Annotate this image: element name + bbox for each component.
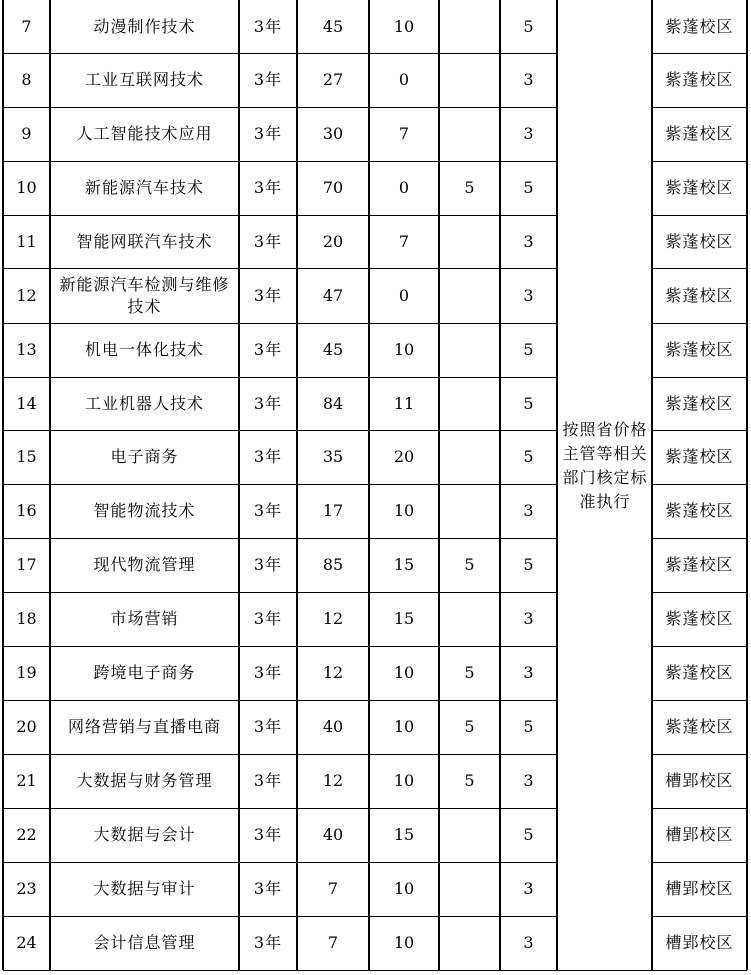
grid-vline <box>296 0 298 970</box>
col-6-value: 5 <box>464 555 475 574</box>
duration: 3年 <box>253 879 283 898</box>
col-7-value: 3 <box>523 609 534 628</box>
campus-name: 紫蓬校区 <box>665 501 734 520</box>
col-7-value: 5 <box>523 340 534 359</box>
col-4-value: 7 <box>327 879 339 898</box>
col-7-value: 3 <box>523 124 534 143</box>
campus-name: 槽郢校区 <box>665 825 734 844</box>
col-5-value: 15 <box>393 825 415 844</box>
duration: 3年 <box>253 124 283 143</box>
campus-name: 槽郢校区 <box>665 771 734 790</box>
campus-name: 紫蓬校区 <box>665 16 734 36</box>
col-4-value: 40 <box>322 825 344 844</box>
col-4-value: 12 <box>322 771 344 790</box>
col-6-value <box>441 323 498 377</box>
row-number: 10 <box>16 178 37 197</box>
col-5-value: 11 <box>393 393 415 413</box>
grid-vline <box>651 0 653 970</box>
col-5-value: 10 <box>393 771 415 790</box>
duration: 3年 <box>253 285 283 305</box>
major-name: 智能物流技术 <box>93 501 196 520</box>
campus-name: 槽郢校区 <box>665 879 734 898</box>
col-7-value: 5 <box>523 178 534 197</box>
row-number: 20 <box>16 717 37 736</box>
row-number: 15 <box>16 447 37 466</box>
col-4-value: 47 <box>322 285 344 305</box>
col-4-value: 30 <box>322 124 344 143</box>
duration: 3年 <box>253 609 283 628</box>
col-5-value: 0 <box>398 178 410 197</box>
grid-vline <box>368 0 370 970</box>
merged-note-cell: 按照省价格主管等相关部门核定标准执行 <box>562 420 648 511</box>
row-number: 21 <box>16 771 37 790</box>
col-7-value: 5 <box>523 825 534 844</box>
grid-vline <box>49 0 51 970</box>
col-5-value: 10 <box>393 16 415 36</box>
major-name: 大数据与审计 <box>93 879 196 898</box>
major-name: 网络营销与直播电商 <box>67 717 221 736</box>
col-6-value <box>441 862 498 916</box>
col-5-value: 10 <box>393 501 415 520</box>
col-7-value: 3 <box>523 663 534 682</box>
major-name: 新能源汽车检测与维修技术 <box>59 274 230 316</box>
row-number: 19 <box>16 663 37 682</box>
campus-name: 紫蓬校区 <box>665 393 734 413</box>
major-name: 智能网联汽车技术 <box>76 231 213 251</box>
major-name: 动漫制作技术 <box>93 16 196 36</box>
col-7-value: 3 <box>523 231 534 251</box>
duration: 3年 <box>253 717 283 736</box>
duration: 3年 <box>253 771 283 790</box>
col-7-value: 3 <box>523 879 534 898</box>
campus-name: 紫蓬校区 <box>665 231 734 251</box>
duration: 3年 <box>253 16 283 36</box>
col-5-value: 10 <box>393 663 415 682</box>
campus-name: 紫蓬校区 <box>665 717 734 736</box>
col-6-value <box>441 0 498 53</box>
campus-name: 紫蓬校区 <box>665 285 734 305</box>
col-4-value: 84 <box>322 393 344 413</box>
col-4-value: 85 <box>322 555 344 574</box>
duration: 3年 <box>253 663 283 682</box>
col-5-value: 7 <box>398 124 410 143</box>
major-name: 工业互联网技术 <box>84 70 204 89</box>
row-number: 18 <box>16 609 37 628</box>
col-4-value: 35 <box>322 447 344 466</box>
col-6-value <box>441 430 498 484</box>
row-number: 16 <box>16 501 37 520</box>
col-6-value: 5 <box>464 663 475 682</box>
col-6-value <box>441 916 498 970</box>
row-number: 12 <box>16 285 37 305</box>
col-6-value <box>441 377 498 430</box>
major-name: 大数据与会计 <box>93 825 196 844</box>
col-6-value <box>441 215 498 268</box>
major-name: 现代物流管理 <box>93 555 196 574</box>
col-6-value <box>441 808 498 862</box>
duration: 3年 <box>253 501 283 520</box>
col-5-value: 10 <box>393 717 415 736</box>
col-6-value <box>441 107 498 161</box>
col-7-value: 3 <box>523 70 534 89</box>
grid-vline <box>438 0 440 970</box>
campus-name: 紫蓬校区 <box>665 70 734 89</box>
major-name: 市场营销 <box>110 609 179 628</box>
grid-vline <box>556 0 558 970</box>
campus-name: 紫蓬校区 <box>665 609 734 628</box>
row-number: 7 <box>21 16 32 36</box>
col-4-value: 27 <box>322 70 344 89</box>
duration: 3年 <box>253 825 283 844</box>
col-5-value: 7 <box>398 231 410 251</box>
campus-name: 紫蓬校区 <box>665 124 734 143</box>
col-4-value: 17 <box>322 501 344 520</box>
col-6-value <box>441 592 498 646</box>
row-number: 24 <box>16 933 37 952</box>
col-5-value: 10 <box>393 933 415 952</box>
campus-name: 紫蓬校区 <box>665 555 734 574</box>
row-number: 9 <box>21 124 32 143</box>
campus-name: 紫蓬校区 <box>665 340 734 359</box>
col-7-value: 3 <box>523 771 534 790</box>
col-5-value: 20 <box>393 447 415 466</box>
col-5-value: 15 <box>393 555 415 574</box>
row-number: 14 <box>16 393 37 413</box>
row-number: 8 <box>21 70 32 89</box>
col-4-value: 45 <box>322 16 344 36</box>
major-name: 会计信息管理 <box>93 933 196 952</box>
duration: 3年 <box>253 933 283 952</box>
col-6-value <box>441 53 498 107</box>
col-5-value: 0 <box>398 70 410 89</box>
campus-name: 槽郢校区 <box>665 933 734 952</box>
col-4-value: 7 <box>327 933 339 952</box>
major-name: 大数据与财务管理 <box>76 771 213 790</box>
grid-vline <box>499 0 501 970</box>
col-6-value: 5 <box>464 178 475 197</box>
col-7-value: 5 <box>523 717 534 736</box>
major-name: 机电一体化技术 <box>84 340 204 359</box>
campus-name: 紫蓬校区 <box>665 178 734 197</box>
duration: 3年 <box>253 178 283 197</box>
col-4-value: 70 <box>322 178 344 197</box>
col-7-value: 5 <box>523 447 534 466</box>
campus-name: 紫蓬校区 <box>665 663 734 682</box>
col-4-value: 40 <box>322 717 344 736</box>
grid-vline <box>2 0 4 970</box>
row-number: 23 <box>16 879 37 898</box>
major-name: 电子商务 <box>110 447 179 466</box>
major-name: 新能源汽车技术 <box>84 178 204 197</box>
col-6-value <box>441 484 498 538</box>
col-4-value: 45 <box>322 340 344 359</box>
col-4-value: 12 <box>322 663 344 682</box>
col-7-value: 5 <box>523 555 534 574</box>
grid-vline <box>238 0 240 970</box>
grid-vline <box>746 0 748 970</box>
major-name: 工业机器人技术 <box>84 393 204 413</box>
row-number: 11 <box>16 231 37 251</box>
col-7-value: 5 <box>523 393 534 413</box>
col-5-value: 0 <box>398 285 410 305</box>
duration: 3年 <box>253 231 283 251</box>
major-name: 跨境电子商务 <box>93 663 196 682</box>
col-5-value: 10 <box>393 879 415 898</box>
col-5-value: 10 <box>393 340 415 359</box>
duration: 3年 <box>253 447 283 466</box>
duration: 3年 <box>253 340 283 359</box>
col-7-value: 3 <box>523 285 534 305</box>
duration: 3年 <box>253 70 283 89</box>
col-7-value: 3 <box>523 933 534 952</box>
campus-name: 紫蓬校区 <box>665 447 734 466</box>
col-4-value: 12 <box>322 609 344 628</box>
col-6-value: 5 <box>464 771 475 790</box>
col-4-value: 20 <box>322 231 344 251</box>
major-name: 人工智能技术应用 <box>76 124 213 143</box>
col-7-value: 5 <box>523 16 534 36</box>
col-7-value: 3 <box>523 501 534 520</box>
duration: 3年 <box>253 393 283 413</box>
row-number: 22 <box>16 825 37 844</box>
row-number: 13 <box>16 340 37 359</box>
row-number: 17 <box>16 555 37 574</box>
col-5-value: 15 <box>393 609 415 628</box>
col-6-value: 5 <box>464 717 475 736</box>
duration: 3年 <box>253 555 283 574</box>
col-6-value <box>441 268 498 323</box>
